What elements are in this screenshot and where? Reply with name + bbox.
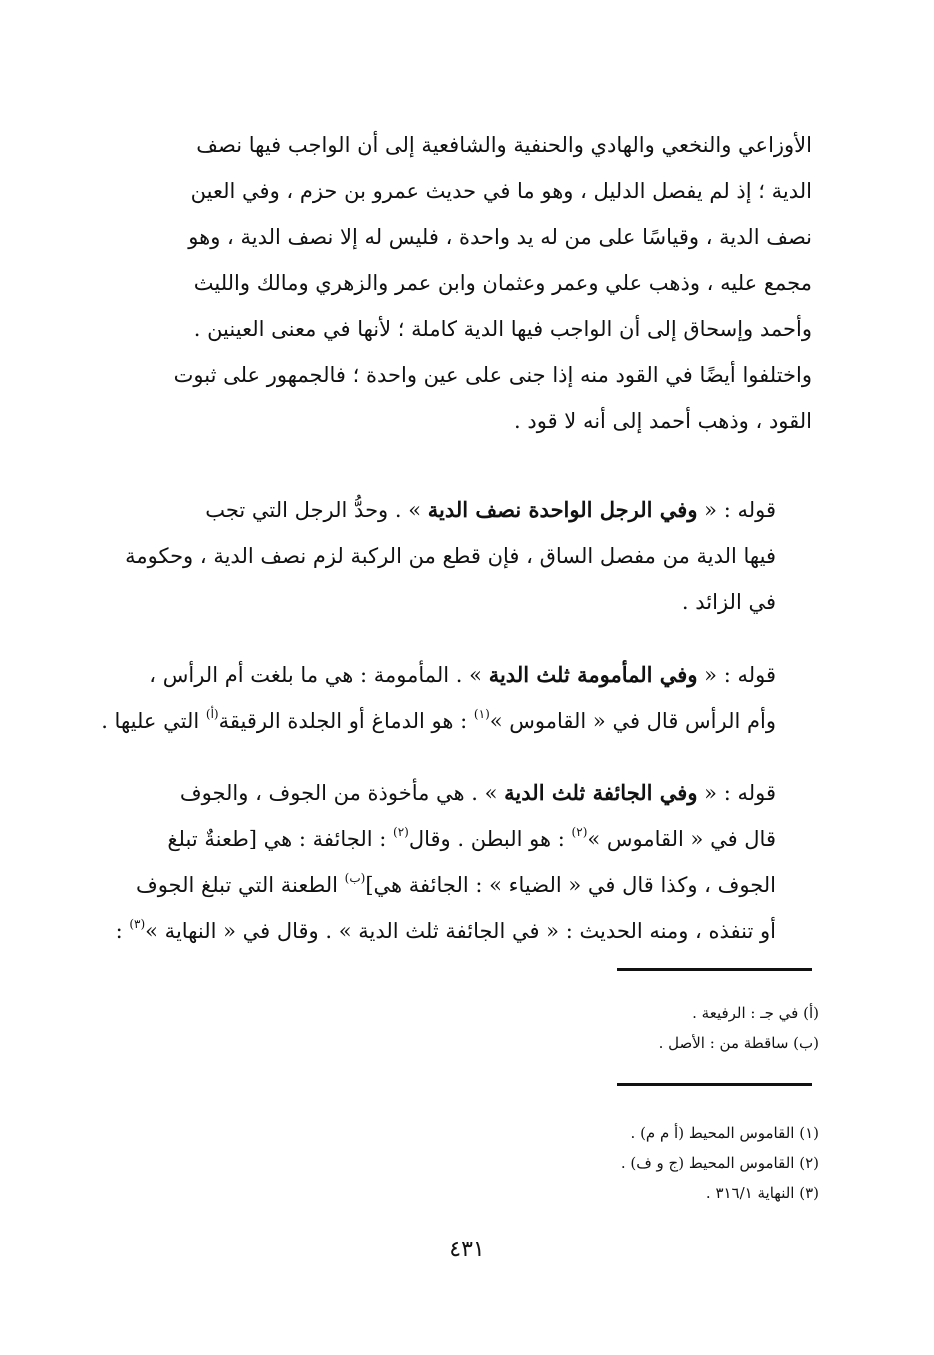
line-rest: » . هي مأخوذة من الجوف ، والجوف xyxy=(179,781,498,805)
page-number: ٤٣١ xyxy=(449,1237,485,1262)
text-line: القود ، وذهب أحمد إلى أنه لا قود . xyxy=(514,409,812,433)
source-footnote: (٢) القاموس المحيط (ج و ف) . xyxy=(620,1154,819,1172)
quoted-matn: وفي الرجل الواحدة نصف الدية xyxy=(427,497,698,522)
footnote-separator-rule xyxy=(617,968,812,971)
text-line: الدية ؛ إذ لم يفصل الدليل ، وهو ما في حديث عمرو بن حزم ، وفي العين xyxy=(190,179,812,203)
quoted-matn: وفي الجائفة ثلث الدية xyxy=(504,780,698,805)
line-part: الطعنة التي تبلغ الجوف xyxy=(135,873,338,897)
line-part: التي عليها . xyxy=(101,709,200,733)
footnote-ref: (٢) xyxy=(571,825,588,839)
text-line: واختلفوا أيضًا في القود منه إذا جنى على عين واحدة ؛ فالجمهور على ثبوت xyxy=(173,363,812,387)
text-line xyxy=(122,652,812,698)
qawluh-label: قوله : « xyxy=(704,781,776,805)
text-line xyxy=(122,770,812,816)
qawluh-label: قوله : « xyxy=(704,663,776,687)
text-line xyxy=(122,816,812,862)
text-line: فيها الدية من مفصل الساق ، فإن قطع من الركبة لزم نصف الدية ، وحكومة xyxy=(125,544,776,568)
text-line xyxy=(115,908,812,954)
variant-notes xyxy=(219,998,819,1058)
line-rest: » . وحدُّ الرجل التي تجب xyxy=(205,498,422,522)
text-line: نصف الدية ، وقياسًا على من له يد واحدة ، فليس له إلا نصف الدية ، وهو xyxy=(188,225,812,249)
variant-note: (ب) ساقطة من : الأصل . xyxy=(658,1034,819,1052)
line-part: : الجائفة : هي [طعنةٌ تبلغ xyxy=(167,827,387,851)
text-line xyxy=(122,487,812,533)
text-line: وأحمد وإسحاق إلى أن الواجب فيها الدية كاملة ؛ لأنها في معنى العينين . xyxy=(193,317,812,341)
qawluh-label: قوله : « xyxy=(704,498,776,522)
source-footnotes xyxy=(219,1118,819,1208)
footnote-separator-rule xyxy=(617,1083,812,1086)
footnote-ref: (٣) xyxy=(129,917,146,931)
line-part: قال في « القاموس » xyxy=(587,827,776,851)
line-rest: » . المأمومة : هي ما بلغت أم الرأس ، xyxy=(149,663,483,687)
variant-ref: (أ) xyxy=(205,707,219,721)
paragraph-5 xyxy=(115,770,812,954)
main-text-block-2 xyxy=(122,487,812,625)
text-line: مجمع عليه ، وذهب علي وعمر وعثمان وابن عمر والزهري ومالك والليث xyxy=(193,271,812,295)
text-line: الأوزاعي والنخعي والهادي والحنفية والشافعية إلى أن الواجب فيها نصف xyxy=(196,133,812,157)
line-part: : xyxy=(115,919,123,943)
line-part: وأم الرأس قال في « القاموس » xyxy=(489,709,776,733)
footnote-ref: (١) xyxy=(473,707,490,721)
text-line xyxy=(101,698,812,744)
line-part: الجوف ، وكذا قال في « الضياء » : الجائفة هي] xyxy=(365,873,776,897)
quoted-matn: وفي المأمومة ثلث الدية xyxy=(488,662,698,687)
line-part: : هو الدماغ أو الجلدة الرقيقة xyxy=(218,709,468,733)
paragraph-4 xyxy=(101,652,812,744)
main-text-block-3 xyxy=(101,652,812,744)
paragraph-3 xyxy=(122,487,812,625)
footnote-ref: (٢) xyxy=(393,825,409,839)
main-text-block-1 xyxy=(122,122,812,444)
source-footnote: (١) القاموس المحيط (أ م م) . xyxy=(630,1124,819,1142)
source-footnote: (٣) النهاية ٣١٦/١ . xyxy=(705,1184,819,1202)
main-text-block-4 xyxy=(115,770,812,954)
line-part: أو تنفذه ، ومنه الحديث : « في الجائفة ثلث الدية » . وقال في « النهاية » xyxy=(145,919,776,943)
line-part: : هو البطن . وقال xyxy=(408,827,565,851)
variant-note: (أ) في جـ : الرفيعة . xyxy=(692,1004,819,1022)
text-line xyxy=(122,862,812,908)
paragraph-2 xyxy=(122,352,812,444)
paragraph-1 xyxy=(122,122,812,352)
variant-ref: (ب) xyxy=(344,871,366,885)
text-line: في الزائد . xyxy=(681,590,776,614)
